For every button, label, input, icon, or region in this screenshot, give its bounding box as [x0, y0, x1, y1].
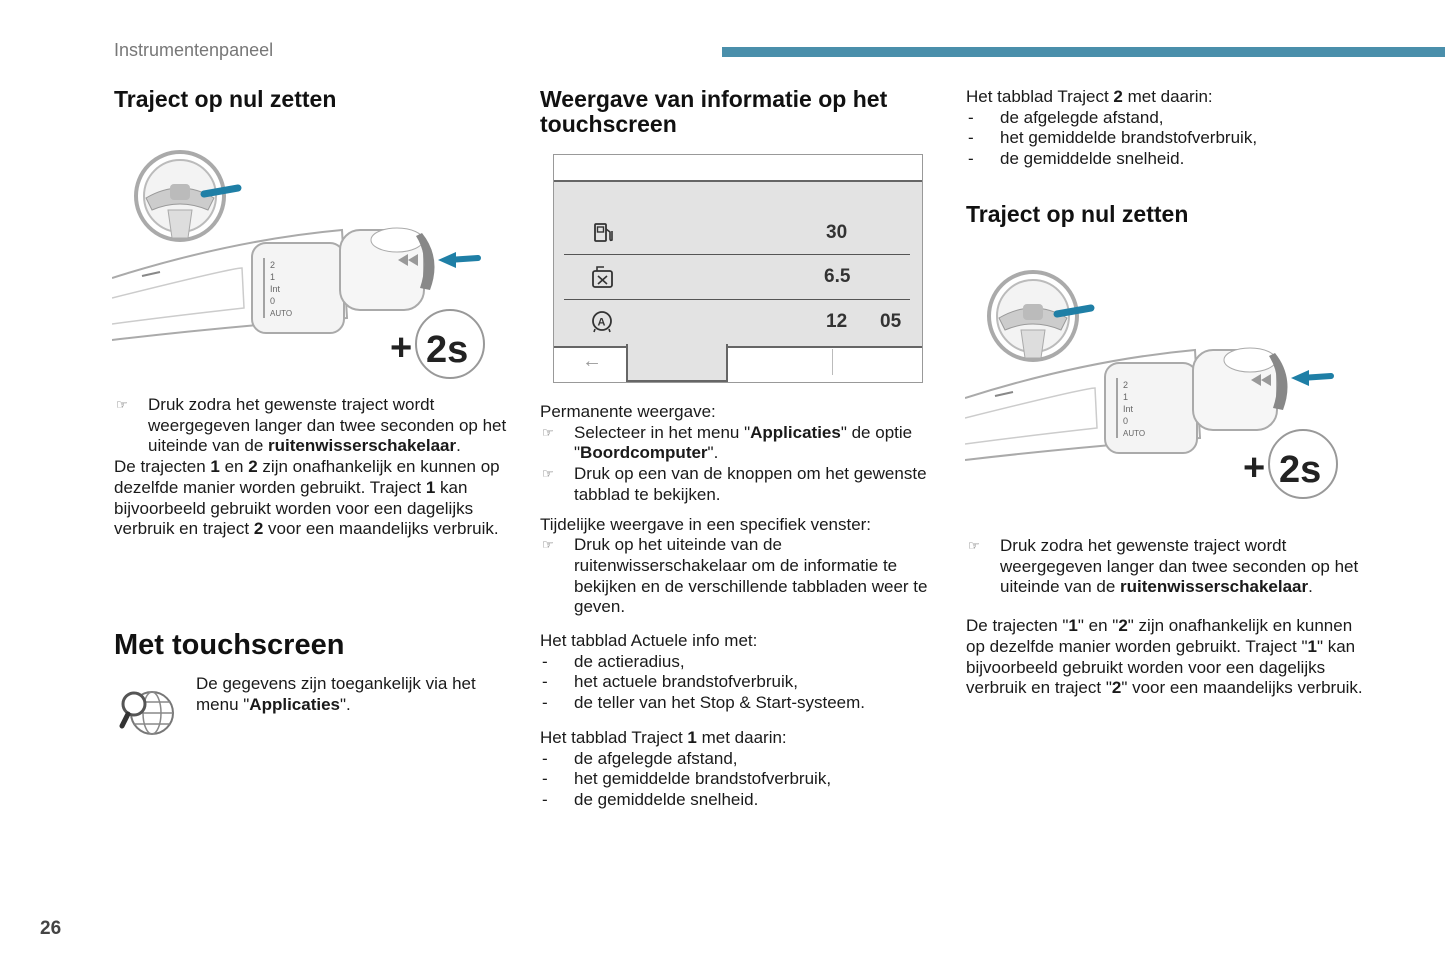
fuel-pump-icon	[592, 220, 616, 244]
range-value: 30	[826, 222, 848, 243]
list-item: - de afgelegde afstand,	[968, 107, 1164, 127]
col1-instructions	[114, 395, 514, 540]
hand-pointer-icon: ☞	[116, 397, 128, 412]
trip-computer-screen	[553, 154, 923, 383]
temporary-display-label: Tijdelijke weergave in een specifiek venster:	[540, 514, 872, 534]
touchscreen-heading: Met touchscreen	[114, 629, 345, 661]
col2-text	[540, 402, 930, 811]
tab-actual-info-label: Het tabblad Actuele info met:	[540, 631, 758, 651]
touchscreen-info-heading: Weergave van informatie op het touchscreen	[540, 86, 888, 137]
screen-info-panel	[554, 180, 922, 348]
list-item: - het gemiddelde brandstofverbruik,	[968, 128, 1258, 148]
list-item: - de teller van het Stop & Start-systeem.	[542, 693, 866, 713]
stalk-body-icon	[965, 348, 1288, 460]
stop-start-minutes: 12	[826, 311, 848, 332]
page-number: 26	[40, 918, 62, 939]
list-item: - de afgelegde afstand,	[542, 748, 738, 768]
svg-text:AUTO: AUTO	[1123, 429, 1146, 438]
wiper-stalk-illustration-2	[965, 268, 1345, 504]
reset-trip-heading-2: Traject op nul zetten	[966, 201, 1189, 227]
list-item: - het gemiddelde brandstofverbruik,	[542, 769, 832, 789]
press-stalk-bullet: ☞ Druk op het uiteinde van de ruitenwisserschakelaar om de informatie te bekijken en de verschillende tabbladen weer te geven.	[542, 535, 928, 617]
stop-start-row	[554, 301, 922, 345]
consumption-value: 6.5	[824, 266, 851, 287]
hand-pointer-icon: ☞	[542, 466, 554, 482]
col3-tab2-block	[966, 87, 1366, 170]
badge-time: 2s	[1279, 449, 1322, 491]
badge-plus: +	[1243, 447, 1266, 489]
active-tab[interactable]	[626, 344, 728, 382]
svg-text:2: 2	[1123, 380, 1129, 390]
list-item: - de gemiddelde snelheid.	[542, 789, 759, 809]
fuel-can-icon	[590, 264, 616, 290]
svg-text:Int: Int	[1123, 404, 1134, 414]
svg-text:0: 0	[270, 296, 276, 306]
hand-pointer-icon: ☞	[968, 538, 980, 553]
reset-trip-heading: Traject op nul zetten	[114, 86, 337, 112]
badge-plus: +	[390, 327, 413, 369]
applications-globe-icon	[118, 688, 176, 738]
stalk-body-icon	[112, 228, 435, 340]
back-arrow-icon: ←	[582, 350, 602, 372]
list-item: - het actuele brandstofverbruik,	[542, 672, 798, 692]
col3-instructions	[966, 536, 1366, 699]
svg-text:A: A	[597, 316, 606, 329]
press-button-bullet: ☞ Druk op een van de knoppen om het gewenste tabblad te bekijken.	[542, 464, 927, 504]
svg-text:1: 1	[270, 272, 276, 282]
svg-text:1: 1	[1123, 392, 1129, 402]
svg-text:0: 0	[1123, 416, 1129, 426]
trips-independent-paragraph: De trajecten "1" en "2" zijn onafhankelijk en kunnen op dezelfde manier worden gebruikt. Traject "1" kan bijvoorbeeld gebruikt worden voor een dagelijks verbruik en traject "2" voor een maandelijks verbruik.	[966, 616, 1363, 698]
section-accent-bar	[722, 47, 1445, 57]
badge-time: 2s	[426, 329, 469, 371]
svg-text:2: 2	[270, 260, 276, 270]
list-item: - de gemiddelde snelheid.	[968, 149, 1185, 169]
permanent-display-label: Permanente weergave:	[540, 402, 716, 421]
hand-pointer-icon: ☞	[542, 537, 554, 553]
range-row	[554, 212, 922, 256]
select-menu-bullet: ☞ Selecteer in het menu "Applicaties" de optie "Boordcomputer".	[542, 422, 913, 463]
list-item: - de actieradius,	[542, 651, 685, 671]
wiper-stalk-illustration	[112, 148, 492, 384]
svg-text:AUTO: AUTO	[270, 309, 293, 318]
section-title: Instrumentenpaneel	[114, 40, 274, 60]
hand-pointer-icon: ☞	[542, 424, 554, 440]
back-button[interactable]	[554, 344, 626, 382]
svg-text:Int: Int	[270, 284, 281, 294]
reset-instruction-bullet: ☞ Druk zodra het gewenste traject wordt weergegeven langer dan twee seconden op het uiteinde van de ruitenwisserschakelaar.	[968, 536, 1359, 597]
tab-trip1-label: Het tabblad Traject 1 met daarin:	[540, 727, 787, 747]
trips-independent-paragraph: De trajecten 1 en 2 zijn onafhankelijk en kunnen op dezelfde manier worden gebruikt. Traject 1 kan bijvoorbeeld gebruikt worden voor een dagelijks verbruik en traject 2 voor een maandelijks verbruik.	[114, 457, 500, 539]
consumption-row	[554, 256, 922, 300]
reset-instruction-bullet: ☞ Druk zodra het gewenste traject wordt weergegeven langer dan twee seconden op het uiteinde van de ruitenwisserschakelaar.	[116, 395, 507, 456]
tab-trip2-label: Het tabblad Traject 2 met daarin:	[966, 87, 1213, 106]
touchscreen-access-text: De gegevens zijn toegankelijk via het menu "Applicaties".	[196, 674, 476, 714]
stop-start-seconds: 05	[880, 311, 902, 332]
stop-start-icon	[590, 309, 614, 333]
